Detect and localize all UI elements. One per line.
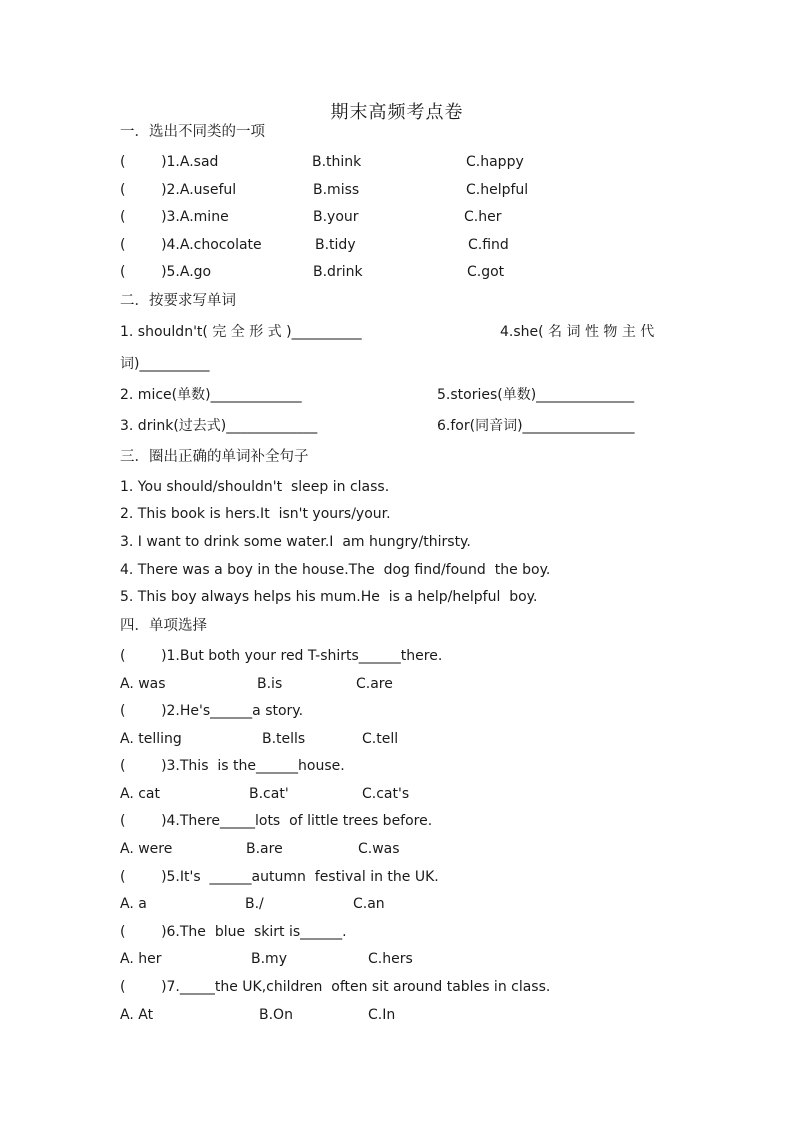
- section2-heading: 二．按要求写单词: [120, 293, 236, 309]
- section1-heading: 一．选出不同类的一项: [120, 124, 265, 140]
- question-stem: ( )3.A.mine: [120, 209, 229, 225]
- option-a: A. At: [120, 1007, 154, 1023]
- section4-heading: 四．单项选择: [120, 618, 207, 634]
- section2-q5: 5.stories(单数)______________: [437, 387, 635, 403]
- question-stem: ( )7._____the UK,children often sit around tables in class.: [120, 979, 551, 995]
- option-b: B.On: [259, 1007, 293, 1023]
- section2-q3: 3. drink(过去式)_____________: [120, 418, 318, 434]
- option-b: B.tells: [262, 731, 306, 747]
- question-stem: ( )1.But both your red T-shirts______there.: [120, 648, 443, 664]
- option-c: C.cat's: [362, 786, 410, 802]
- option-b: B.tidy: [315, 237, 356, 253]
- section3-item: 2. This book is hers.It isn't yours/your.: [120, 506, 391, 522]
- option-c: C.find: [468, 237, 509, 253]
- option-c: C.was: [358, 841, 400, 857]
- section2-q4: 4.she( 名 词 性 物 主 代: [500, 324, 655, 340]
- section2-q1: 1. shouldn't( 完 全 形 式 )__________: [120, 324, 362, 340]
- section3-item: 4. There was a boy in the house.The dog find/found the boy.: [120, 562, 551, 578]
- section2-q2: 2. mice(单数)_____________: [120, 387, 302, 403]
- option-c: C.her: [464, 209, 502, 225]
- question-stem: ( )5.It's ______autumn festival in the UK.: [120, 869, 439, 885]
- option-c: C.got: [467, 264, 505, 280]
- question-stem: ( )4.There_____lots of little trees before.: [120, 813, 433, 829]
- option-b: B.cat': [249, 786, 289, 802]
- option-c: C.hers: [368, 951, 413, 967]
- section3-item: 3. I want to drink some water.I am hungry/thirsty.: [120, 534, 471, 550]
- section3-item: 5. This boy always helps his mum.He is a help/helpful boy.: [120, 589, 538, 605]
- option-a: A. her: [120, 951, 162, 967]
- option-c: C.tell: [362, 731, 399, 747]
- option-b: B.your: [313, 209, 359, 225]
- option-c: C.happy: [466, 154, 524, 170]
- option-b: B.think: [312, 154, 362, 170]
- question-stem: ( )4.A.chocolate: [120, 237, 262, 253]
- option-b: B.miss: [313, 182, 360, 198]
- question-stem: ( )2.A.useful: [120, 182, 237, 198]
- section2-q6: 6.for(同音词)________________: [437, 418, 635, 434]
- option-b: B.drink: [313, 264, 363, 280]
- question-stem: ( )3.This is the______house.: [120, 758, 345, 774]
- option-a: A. telling: [120, 731, 182, 747]
- question-stem: ( )6.The blue skirt is______.: [120, 924, 347, 940]
- option-c: C.In: [368, 1007, 396, 1023]
- section3-item: 1. You should/shouldn't sleep in class.: [120, 479, 390, 495]
- option-c: C.are: [356, 676, 393, 692]
- option-c: C.an: [353, 896, 385, 912]
- question-stem: ( )2.He's______a story.: [120, 703, 304, 719]
- option-c: C.helpful: [466, 182, 529, 198]
- page-title: 期末高频考点卷: [330, 102, 464, 123]
- option-a: A. was: [120, 676, 166, 692]
- section3-heading: 三．圈出正确的单词补全句子: [120, 449, 309, 465]
- option-a: A. a: [120, 896, 147, 912]
- question-stem: ( )1.A.sad: [120, 154, 219, 170]
- question-stem: ( )5.A.go: [120, 264, 212, 280]
- section2-q4-cont: 词)__________: [120, 356, 210, 372]
- option-a: A. were: [120, 841, 173, 857]
- option-b: B.my: [251, 951, 287, 967]
- option-b: B.are: [246, 841, 283, 857]
- option-b: B./: [245, 896, 264, 912]
- option-a: A. cat: [120, 786, 160, 802]
- option-b: B.is: [257, 676, 283, 692]
